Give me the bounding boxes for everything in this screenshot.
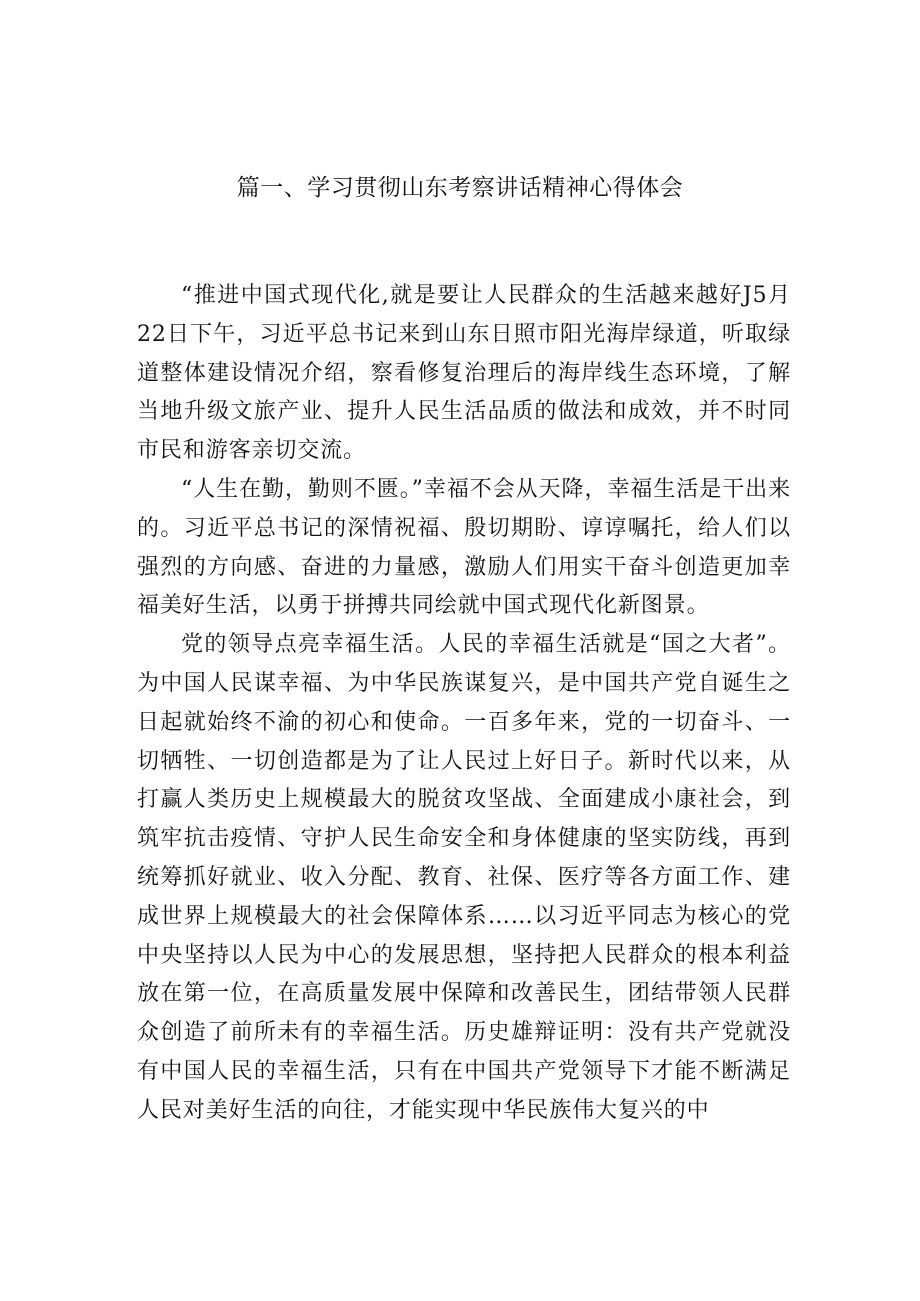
document-body xyxy=(137,277,791,1131)
paragraph: “人生在勤，勤则不匮。”幸福不会从天降，幸福生活是干出来的。习近平总书记的深情祝福、殷切期盼、谆谆嘱托，给人们以强烈的方向感、奋进的力量感，激励人们用实干奋斗创造更加幸福美好生活，以勇于拼搏共同绘就中国式现代化新图景。 xyxy=(137,476,791,619)
document-title: 篇一、学习贯彻山东考察讲话精神心得体会 xyxy=(236,175,684,201)
paragraph: “推进中国式现代化,就是要让人民群众的生活越来越好J5月22日下午，习近平总书记来到山东日照市阳光海岸绿道，听取绿道整体建设情况介绍，察看修复治理后的海岸线生态环境，了解当地升级文旅产业、提升人民生活品质的做法和成效，并不时同市民和游客亲切交流。 xyxy=(137,283,791,464)
paragraph: 党的领导点亮幸福生活。人民的幸福生活就是“国之大者”。为中国人民谋幸福、为中华民族谋复兴，是中国共产党自诞生之日起就始终不渝的初心和使命。一百多年来，党的一切奋斗、一切牺牲、一切创造都是为了让人民过上好日子。新时代以来，从打赢人类历史上规模最大的脱贫攻坚战、全面建成小康社会，到筑牢抗击疫情、守护人民生命安全和身体健康的坚实防线，再到统筹抓好就业、收入分配、教育、社保、医疗等各方面工作、建成世界上规模最大的社会保障体系……以习近平同志为核心的党中央坚持以人民为中心的发展思想，坚持把人民群众的根本利益放在第一位，在高质量发展中保障和改善民生，团结带领人民群众创造了前所未有的幸福生活。历史雄辩证明：没有共产党就没有中国人民的幸福生活，只有在中国共产党领导下才能不断满足人民对美好生活的向往，才能实现中华民族伟大复兴的中 xyxy=(137,632,791,1123)
